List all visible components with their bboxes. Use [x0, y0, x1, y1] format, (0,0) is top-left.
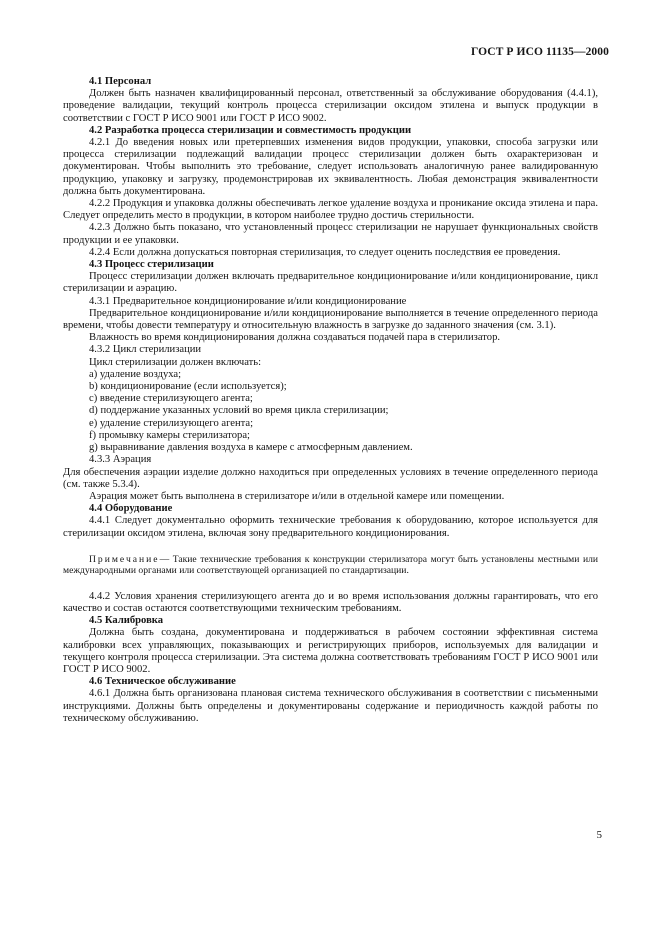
list-item: c) введение стерилизующего агента;	[89, 393, 253, 405]
list-item: a) удаление воздуха;	[89, 368, 182, 380]
section-title-4-2: 4.2 Разработка процесса стерилизации и совместимость продукции	[89, 124, 412, 136]
paragraph: Аэрация может быть выполнена в стерилизаторе и/или в отдельной камере или помещении.	[89, 490, 505, 502]
note-label: Примечание	[89, 553, 160, 565]
paragraph: Должен быть назначен квалифицированный персонал, ответственный за обслуживание оборудования (4.4.1), проведение валидации, текущий контроль процесса стерилизации оксидом этилена и выпуск продукции в соответствии с ГОСТ Р ИСО 9001 или ГОСТ Р ИСО 9002.	[63, 88, 598, 124]
list-item: b) кондиционирование (если используется);	[89, 381, 287, 393]
section-title-4-3: 4.3 Процесс стерилизации	[89, 259, 214, 271]
paragraph: Цикл стерилизации должен включать:	[89, 356, 262, 368]
list-item: e) удаление стерилизующего агента;	[89, 417, 254, 429]
list-item: d) поддержание указанных условий во время цикла стерилизации;	[89, 405, 389, 417]
paragraph-4-4-2: 4.4.2 Условия хранения стерилизующего агента до и во время использования должны гарантировать, что его качество и состав остаются соответствующими техническим требованиям.	[63, 590, 598, 614]
document-body	[63, 76, 598, 725]
section-title-4-5: 4.5 Калибровка	[89, 615, 164, 627]
paragraph-4-6-1: 4.6.1 Должна быть организована плановая система технического обслуживания в соответствии с письменными инструкциями. Должны быть определены и документированы содержание и периодичность каждой работы по техническому обслуживанию.	[63, 688, 598, 724]
paragraph: Должна быть создана, документирована и поддерживаться в рабочем состоянии эффективная система калибровки всех управляющих, показывающих и регистрирующих приборов, используемых для валидации и текущего контроля процесса стерилизации. Эта система должна соответствовать требованиям ГОСТ Р ИСО 9001 или ГОСТ Р ИСО 9002.	[63, 627, 598, 675]
section-title-4-4: 4.4 Оборудование	[89, 503, 173, 515]
paragraph: Предварительное кондиционирование и/или кондиционирование выполняется в течение определенного периода времени, чтобы довести температуру и относительную влажность в загрузке до заданного значения (см. 3.1).	[63, 307, 598, 332]
paragraph: Влажность во время кондиционирования должна создаваться подачей пара в стерилизатор.	[89, 332, 501, 344]
section-title-4-1: 4.1 Персонал	[89, 76, 152, 87]
paragraph: Процесс стерилизации должен включать предварительное кондиционирование и/или кондиционирование, цикл стерилизации и аэрацию.	[63, 271, 598, 295]
paragraph-4-2-4: 4.2.4 Если должна допускаться повторная стерилизация, то следует оценить последствия ее проведения.	[89, 246, 561, 258]
section-title-4-6: 4.6 Техническое обслуживание	[89, 676, 236, 688]
note	[63, 554, 598, 577]
paragraph: Для обеспечения аэрации изделие должно находиться при определенных условиях в течение определенного периода (см. также 5.3.4).	[63, 466, 598, 490]
page-number: 5	[596, 829, 602, 841]
subsection-title-4-3-3: 4.3.3 Аэрация	[89, 454, 152, 466]
paragraph-4-2-1: 4.2.1 До введения новых или претерпевших изменения видов продукции, упаковки, способа загрузки или процесса стерилизации подлежащий валидации процесс стерилизации должен быть охарактеризован и документирован. Чтобы выполнить это требование, следует использовать аналогичную ранее валидированную продукцию, упаковку и загрузку, продемонстрировав их эквивалентность. Любая демонстрация эквивалентности должна быть документирована.	[63, 137, 598, 197]
paragraph-4-2-2: 4.2.2 Продукция и упаковка должны обеспечивать легкое удаление воздуха и проникание оксида этилена и пара. Следует определить место в продукции, в котором наиболее трудно достичь стерильности.	[63, 198, 598, 222]
paragraph-4-2-3: 4.2.3 Должно быть показано, что установленный процесс стерилизации не нарушает функциональных свойств продукции и ее упаковки.	[63, 222, 598, 246]
subsection-title-4-3-1: 4.3.1 Предварительное кондиционирование и/или кондиционирование	[89, 295, 407, 307]
note-text: — Такие технические требования к конструкции стерилизатора могут быть установлены местными или международными органами или соответствующей организацией по стандартизации.	[63, 553, 598, 577]
list-item: f) промывку камеры стерилизатора;	[89, 429, 250, 441]
paragraph-4-4-1: 4.4.1 Следует документально оформить технические требования к оборудованию, которое используется для стерилизации оксидом этилена, включая зону предварительного кондиционирования.	[63, 515, 598, 539]
document-id-header: ГОСТ Р ИСО 11135—2000	[470, 46, 609, 58]
subsection-title-4-3-2: 4.3.2 Цикл стерилизации	[89, 344, 202, 356]
list-item: g) выравнивание давления воздуха в камере с атмосферным давлением.	[89, 442, 413, 454]
